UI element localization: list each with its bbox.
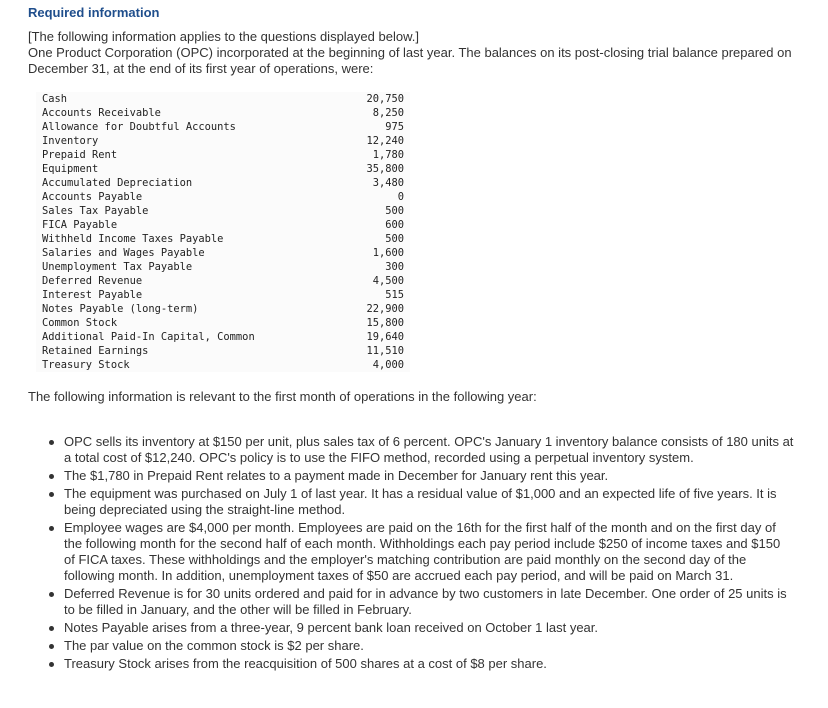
trial-balance-row (42, 358, 404, 372)
trial-balance-row (42, 344, 404, 358)
account-name: Unemployment Tax Payable (42, 261, 193, 273)
trial-balance-row (42, 246, 404, 260)
info-bullet-item: OPC sells its inventory at $150 per unit, plus sales tax of 6 percent. OPC's January 1 inventory balance consists of 180 units at a total cost of $12,240. OPC's policy is to use the FIFO method, recorded using a perpetual inventory system. (64, 434, 794, 465)
trial-balance-row (42, 260, 404, 274)
trial-balance-row (42, 218, 404, 232)
trial-balance-row (42, 302, 404, 316)
info-bullet-item: The equipment was purchased on July 1 of last year. It has a residual value of $1,000 and an expected life of five years. It is being depreciated using the straight-line method. (64, 486, 794, 518)
info-bullet-item: The $1,780 in Prepaid Rent relates to a payment made in December for January rent this year. (64, 468, 794, 484)
info-bullet-item: The par value on the common stock is $2 per share. (64, 638, 794, 654)
account-amount: 20,750 (366, 93, 404, 105)
account-amount: 300 (385, 261, 404, 273)
account-name: Allowance for Doubtful Accounts (42, 121, 236, 133)
account-name: Salaries and Wages Payable (42, 247, 205, 259)
trial-balance-row (42, 106, 404, 120)
account-name: Notes Payable (long-term) (42, 303, 199, 315)
account-name: Common Stock (42, 317, 118, 329)
info-bullet-item: Deferred Revenue is for 30 units ordered and paid for in advance by two customers in late December. One order of 25 units is to be filled in January, and the other will be filled in February. (64, 586, 794, 618)
account-amount: 4,500 (372, 275, 404, 287)
trial-balance-row (42, 176, 404, 190)
account-amount: 12,240 (366, 135, 404, 147)
account-name: Cash (42, 93, 68, 105)
trial-balance-row (42, 330, 404, 344)
account-amount: 35,800 (366, 163, 404, 175)
account-amount: 11,510 (366, 345, 404, 357)
trial-balance-row (42, 92, 404, 106)
info-bullet-item: Treasury Stock arises from the reacquisition of 500 shares at a cost of $8 per share. (64, 656, 794, 672)
section-header: Required information (28, 5, 160, 20)
account-name: Retained Earnings (42, 345, 149, 357)
trial-balance-row (42, 232, 404, 246)
account-amount: 975 (385, 121, 404, 133)
account-amount: 500 (385, 233, 404, 245)
intro-text (28, 29, 798, 77)
trial-balance-row (42, 274, 404, 288)
account-name: Accumulated Depreciation (42, 177, 193, 189)
trial-balance-row (42, 120, 404, 134)
account-amount: 3,480 (372, 177, 404, 189)
info-bullet-item: Notes Payable arises from a three-year, 9 percent bank loan received on October 1 last year. (64, 620, 794, 636)
trial-balance-row (42, 288, 404, 302)
intro-description: One Product Corporation (OPC) incorporated at the beginning of last year. The balances on its post-closing trial balance prepared on December 31, at the end of its first year of operations, were: (28, 45, 792, 76)
info-bullet-list (64, 434, 794, 674)
trial-balance-row (42, 134, 404, 148)
relevant-info-intro: The following information is relevant to the first month of operations in the following year: (28, 389, 537, 404)
account-name: Prepaid Rent (42, 149, 118, 161)
account-name: Additional Paid-In Capital, Common (42, 331, 255, 343)
account-amount: 0 (397, 191, 404, 203)
account-name: FICA Payable (42, 219, 118, 231)
info-bullet-item: Employee wages are $4,000 per month. Employees are paid on the 16th for the first half of the month and on the first day of the following month for the second half of each month. Withholdings each pay period include $250 of income taxes and $150 of FICA taxes. These withholdings and the employer's matching contribution are paid monthly on the second day of the following month. In addition, unemployment taxes of $50 are accrued each pay period, and will be paid on March 31. (64, 520, 794, 584)
account-name: Interest Payable (42, 289, 143, 301)
account-amount: 600 (385, 219, 404, 231)
trial-balance-table (36, 92, 410, 372)
account-name: Accounts Receivable (42, 107, 161, 119)
trial-balance-row (42, 204, 404, 218)
account-amount: 22,900 (366, 303, 404, 315)
account-name: Deferred Revenue (42, 275, 143, 287)
account-name: Treasury Stock (42, 359, 130, 371)
account-amount: 19,640 (366, 331, 404, 343)
trial-balance-row (42, 148, 404, 162)
account-amount: 15,800 (366, 317, 404, 329)
account-amount: 1,780 (372, 149, 404, 161)
trial-balance-row (42, 316, 404, 330)
trial-balance-row (42, 190, 404, 204)
account-amount: 8,250 (372, 107, 404, 119)
account-amount: 515 (385, 289, 404, 301)
account-name: Equipment (42, 163, 99, 175)
intro-note: [The following information applies to the questions displayed below.] (28, 29, 419, 44)
account-name: Sales Tax Payable (42, 205, 149, 217)
account-amount: 4,000 (372, 359, 404, 371)
account-amount: 500 (385, 205, 404, 217)
account-name: Accounts Payable (42, 191, 143, 203)
account-name: Withheld Income Taxes Payable (42, 233, 224, 245)
account-name: Inventory (42, 135, 99, 147)
trial-balance-row (42, 162, 404, 176)
account-amount: 1,600 (372, 247, 404, 259)
